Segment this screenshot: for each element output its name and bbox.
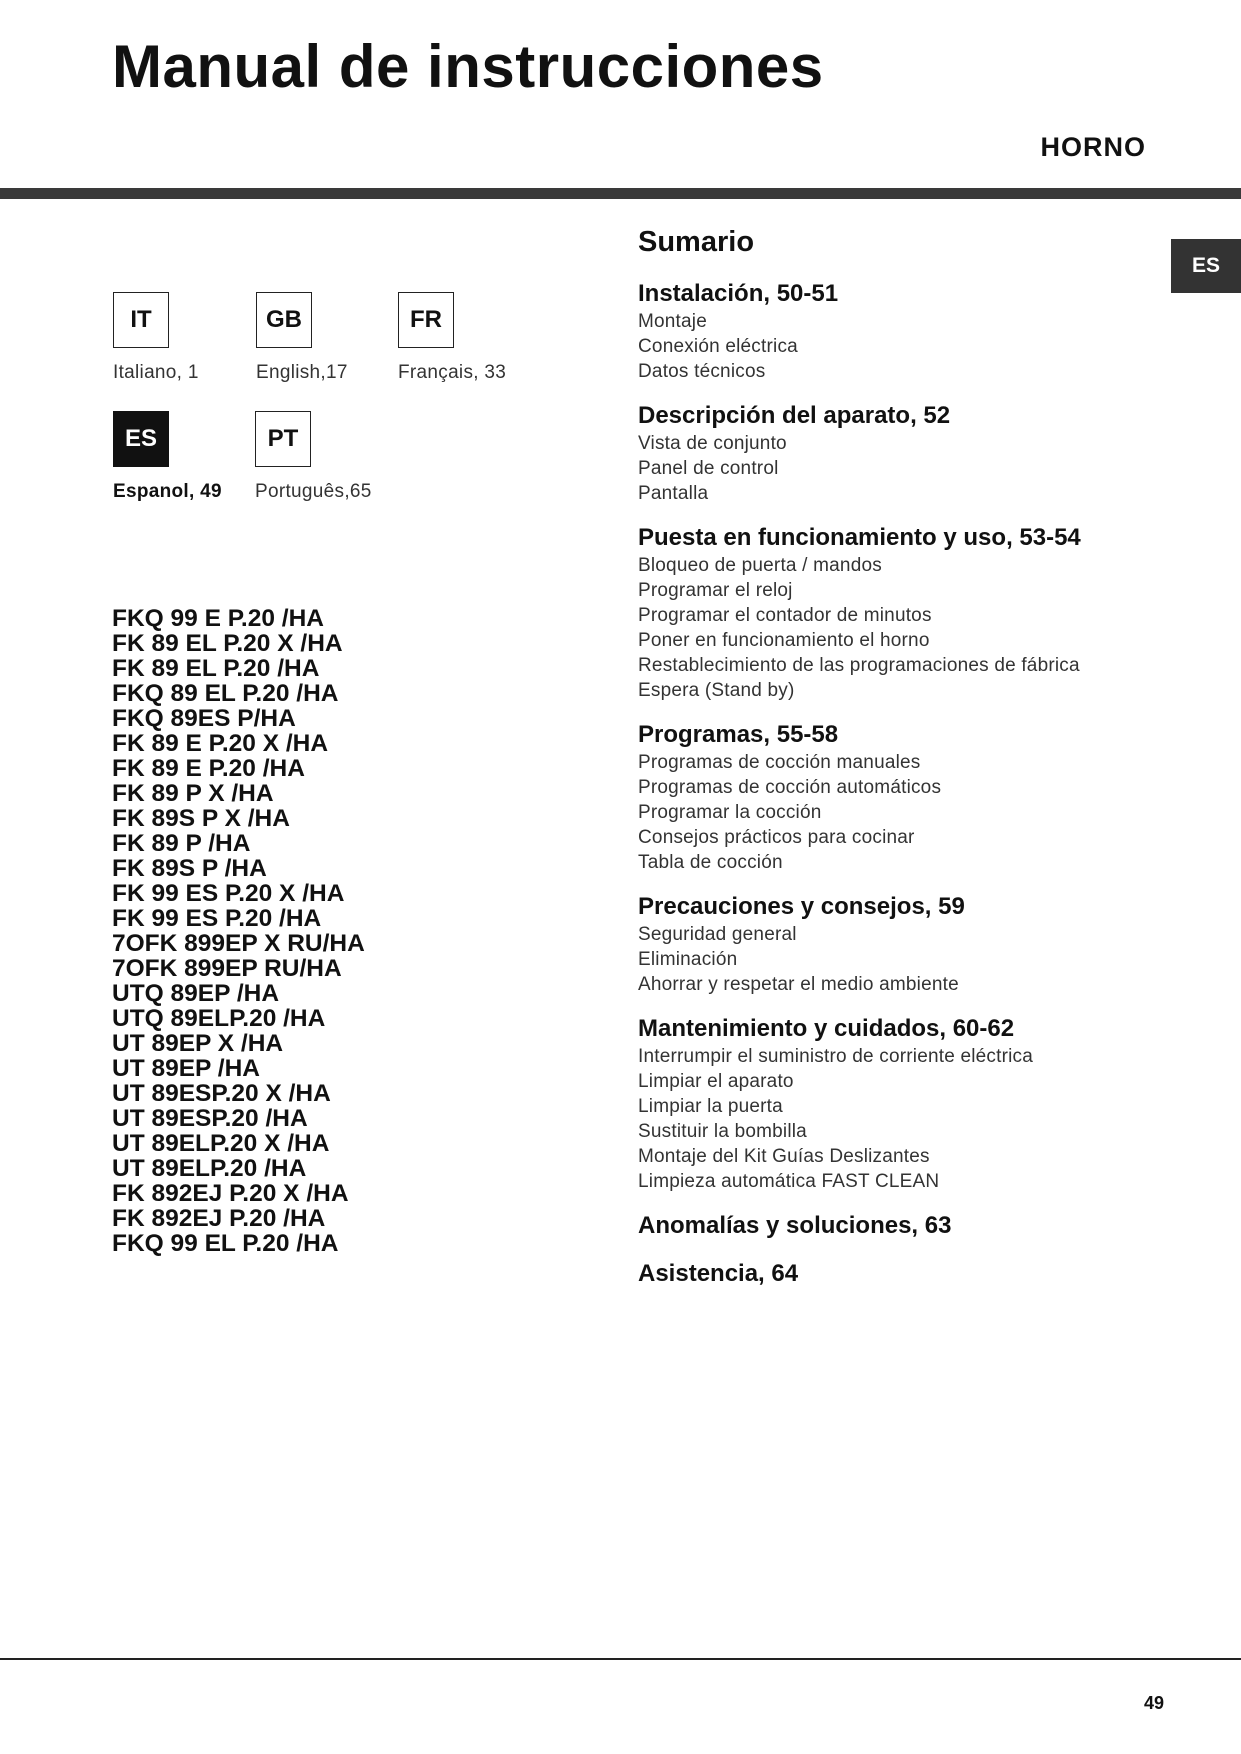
toc-item[interactable]: Ahorrar y respetar el medio ambiente [638,974,959,995]
toc-item[interactable]: Sustituir la bombilla [638,1121,807,1142]
toc-item[interactable]: Seguridad general [638,924,797,945]
toc-section-anomalias [638,1211,1198,1241]
toc-section-mantenimiento [638,1014,1198,1194]
model-item: UT 89ESP.20 X /HA [112,1080,331,1107]
toc-item[interactable]: Poner en funcionamiento el horno [638,630,930,651]
model-item: UTQ 89ELP.20 /HA [112,1005,326,1032]
language-label: Português,65 [255,481,372,502]
model-item: FKQ 99 EL P.20 /HA [112,1230,339,1257]
model-item: FK 89 P X /HA [112,780,274,807]
toc-section-descripcion [638,401,1198,506]
language-code-box[interactable]: FR [398,292,454,348]
toc-title: Sumario [638,226,755,258]
toc-item[interactable]: Vista de conjunto [638,433,787,454]
page-number: 49 [1143,1693,1164,1713]
toc-section-instalacion [638,279,1198,384]
product-type: HORNO [1040,132,1146,162]
toc-item[interactable]: Panel de control [638,458,779,479]
model-item: FK 99 ES P.20 X /HA [112,880,345,907]
model-item: FK 89 EL P.20 X /HA [112,630,343,657]
model-item: FKQ 99 E P.20 /HA [112,605,324,632]
toc-item[interactable]: Restablecimiento de las programaciones de fábrica [638,655,1080,676]
toc-section-heading[interactable]: Mantenimiento y cuidados, 60-62 [638,1015,1015,1042]
toc-section-heading[interactable]: Puesta en funcionamiento y uso, 53-54 [638,524,1081,551]
model-item: UT 89ESP.20 /HA [112,1105,308,1132]
model-item: UT 89ELP.20 X /HA [112,1130,330,1157]
toc-item[interactable]: Programas de cocción manuales [638,752,921,773]
model-item: FK 99 ES P.20 /HA [112,905,322,932]
language-item-it[interactable] [113,292,273,384]
toc-section-asistencia [638,1259,1198,1289]
language-code-box[interactable]: GB [256,292,312,348]
toc-item[interactable]: Montaje del Kit Guías Deslizantes [638,1146,930,1167]
toc-item[interactable]: Programar el contador de minutos [638,605,932,626]
model-item: FK 892EJ P.20 X /HA [112,1180,349,1207]
language-label: English,17 [256,362,348,383]
language-label: Français, 33 [398,362,507,383]
toc-item[interactable]: Conexión eléctrica [638,336,798,357]
language-item-pt[interactable] [255,411,415,503]
model-item: FK 89 P /HA [112,830,251,857]
toc-section-heading[interactable]: Anomalías y soluciones, 63 [638,1212,952,1239]
toc-item[interactable]: Bloqueo de puerta / mandos [638,555,882,576]
language-code-box[interactable]: IT [113,292,169,348]
toc-section-precauciones [638,892,1198,997]
model-item: UT 89EP /HA [112,1055,260,1082]
toc-section-programas [638,720,1198,875]
model-item: FKQ 89 EL P.20 /HA [112,680,339,707]
toc-item[interactable]: Programar la cocción [638,802,822,823]
toc-item[interactable]: Pantalla [638,483,709,504]
language-item-fr[interactable] [398,292,558,384]
toc-item[interactable]: Espera (Stand by) [638,680,795,701]
model-item: FK 89S P X /HA [112,805,290,832]
model-item: 7OFK 899EP X RU/HA [112,930,365,957]
toc-section-heading[interactable]: Instalación, 50-51 [638,280,839,307]
language-item-gb[interactable] [256,292,416,384]
language-item-es[interactable] [113,411,273,503]
model-item: FK 89S P /HA [112,855,267,882]
language-side-tab: ES [1171,239,1241,293]
model-item: 7OFK 899EP RU/HA [112,955,342,982]
toc-section-heading[interactable]: Precauciones y consejos, 59 [638,893,965,920]
toc-section-heading[interactable]: Asistencia, 64 [638,1260,799,1287]
language-code-box[interactable]: PT [255,411,311,467]
model-item: FK 89 E P.20 X /HA [112,730,329,757]
toc-item[interactable]: Programar el reloj [638,580,793,601]
toc-section-puesta-en-funcionamiento [638,523,1198,703]
toc-item[interactable]: Limpieza automática FAST CLEAN [638,1171,940,1192]
toc-section-heading[interactable]: Descripción del aparato, 52 [638,402,951,429]
page-title: Manual de instrucciones [112,33,824,100]
toc-item[interactable]: Tabla de cocción [638,852,783,873]
model-item: UT 89ELP.20 /HA [112,1155,307,1182]
footer-divider [0,1658,1241,1660]
header-divider [0,188,1241,199]
model-item: UT 89EP X /HA [112,1030,284,1057]
toc-item[interactable]: Limpiar la puerta [638,1096,783,1117]
toc-item[interactable]: Limpiar el aparato [638,1071,794,1092]
toc-item[interactable]: Datos técnicos [638,361,766,382]
model-item: FK 892EJ P.20 /HA [112,1205,326,1232]
toc-item[interactable]: Eliminación [638,949,738,970]
language-label: Espanol, 49 [113,481,222,502]
toc-item[interactable]: Programas de cocción automáticos [638,777,942,798]
model-item: FK 89 E P.20 /HA [112,755,305,782]
model-item: FKQ 89ES P/HA [112,705,296,732]
toc-item[interactable]: Interrumpir el suministro de corriente eléctrica [638,1046,1034,1067]
model-list [112,606,365,1256]
toc-section-heading[interactable]: Programas, 55-58 [638,721,839,748]
model-item: FK 89 EL P.20 /HA [112,655,320,682]
language-label: Italiano, 1 [113,362,199,383]
table-of-contents [638,226,1198,1307]
toc-item[interactable]: Consejos prácticos para cocinar [638,827,915,848]
model-item: UTQ 89EP /HA [112,980,280,1007]
toc-item[interactable]: Montaje [638,311,707,332]
language-code-box[interactable]: ES [113,411,169,467]
